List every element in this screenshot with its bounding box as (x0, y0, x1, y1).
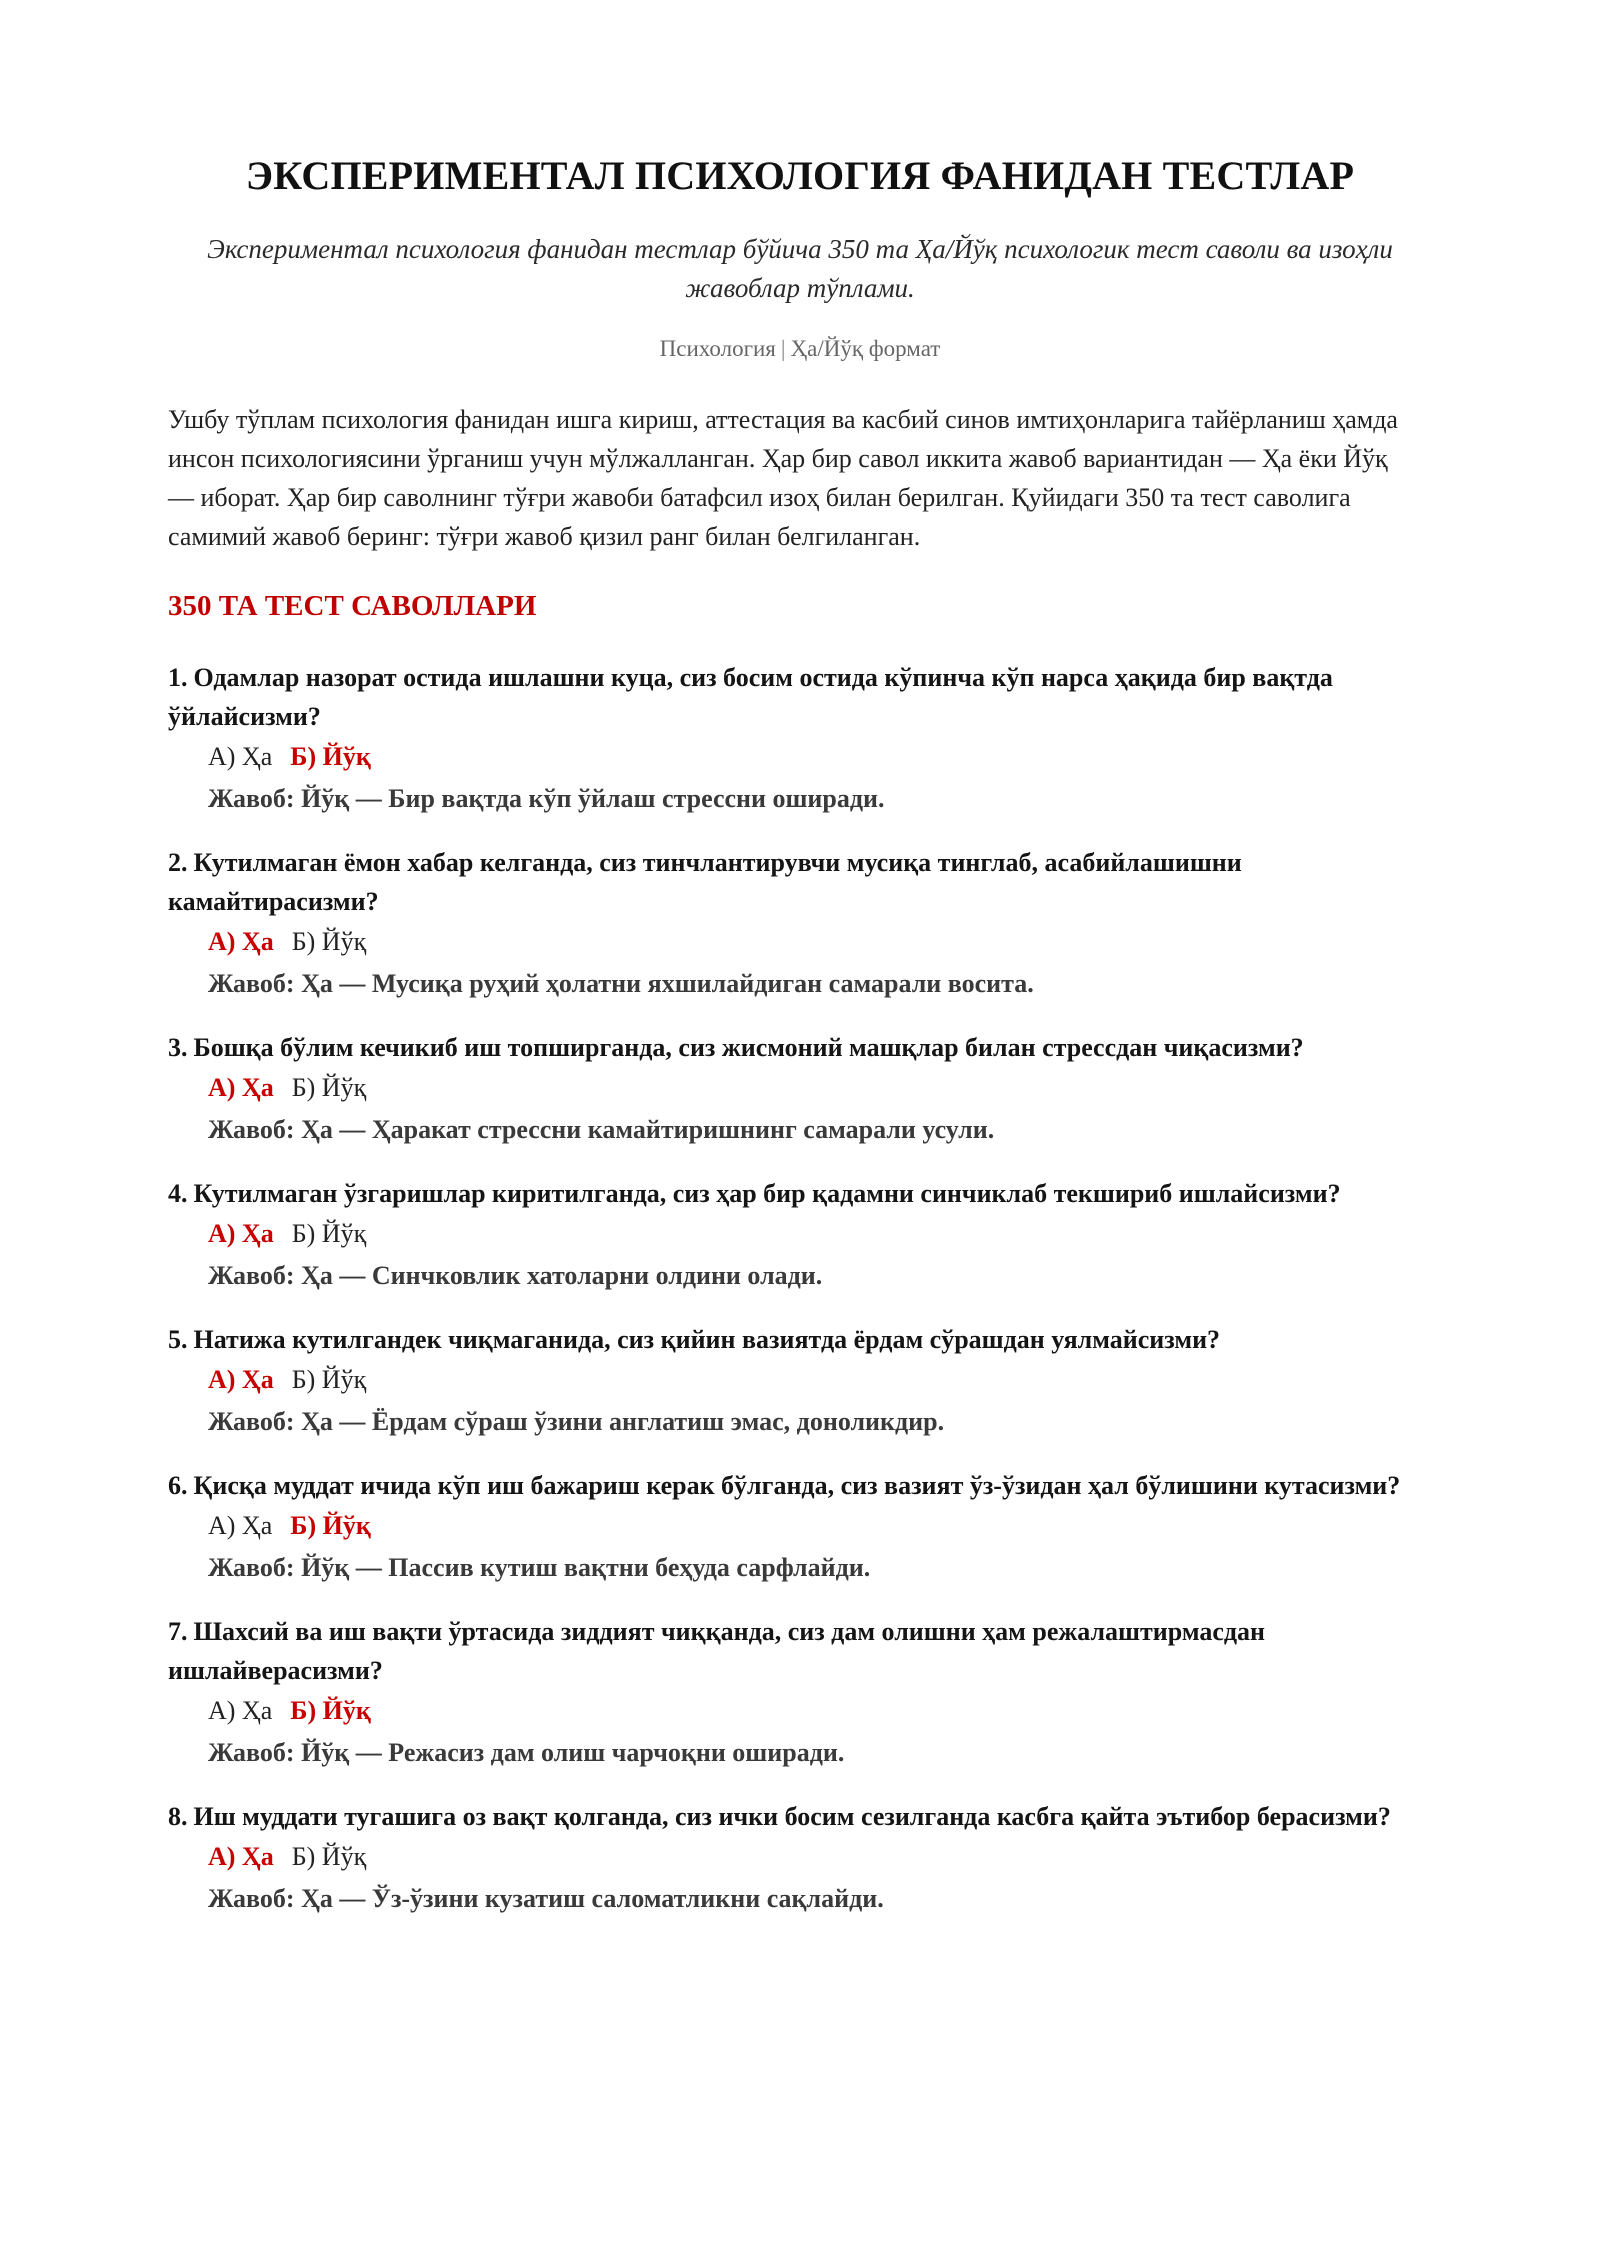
meta-format: Ҳа/Йўқ формат (790, 336, 941, 361)
option-a-correct: А) Ҳа (208, 1073, 274, 1102)
document-meta (168, 332, 1432, 366)
answer-options (168, 1359, 1432, 1401)
question-body: Натижа кутилгандек чиқмаганида, сиз қийин вазиятда ёрдам сўрашдан уялмайсизми? (193, 1325, 1221, 1354)
option-b-correct: Б) Йўқ (290, 742, 371, 771)
answer-explanation: Жавоб: Йўқ — Пассив кутиш вақтни беҳуда сарфлайди. (208, 1553, 871, 1582)
answer-options (168, 1690, 1432, 1732)
answer-options (168, 1505, 1432, 1547)
answer-explanation: Жавоб: Йўқ — Режасиз дам олиш чарчоқни оширади. (208, 1738, 845, 1767)
question-body: Кутилмаган ўзгаришлар киритилганда, сиз ҳар бир қадамни синчиклаб текшириб ишлайсизми? (193, 1179, 1341, 1208)
answer-options (168, 1836, 1432, 1878)
question-body: Қисқа муддат ичида кўп иш бажариш керак бўлганда, сиз вазият ўз-ўзидан ҳал бўлишини кутасизми? (193, 1471, 1401, 1500)
section-heading: 350 ТА ТЕСТ САВОЛЛАРИ (168, 590, 537, 622)
question-body: Одамлар назорат остида ишлашни куца, сиз босим остида кўпинча кўп нарса ҳақида бир вақтда ўйлайсизми? (168, 663, 1333, 731)
question-number: 1. (168, 663, 188, 692)
question-body: Кутилмаган ёмон хабар келганда, сиз тинчлантирувчи мусиқа тинглаб, асабийлашишни камайтирасизми? (168, 848, 1242, 916)
option-a-correct: А) Ҳа (208, 1365, 274, 1394)
question-text (168, 1466, 1432, 1505)
answer-explanation: Жавоб: Ҳа — Синчковлик хатоларни олдини олади. (208, 1261, 823, 1290)
question-item (168, 1174, 1432, 1297)
question-item (168, 1320, 1432, 1443)
meta-separator: | (780, 336, 786, 361)
question-body: Шахсий ва иш вақти ўртасида зиддият чиққанда, сиз дам олишни ҳам режалаштирмасдан ишлайверасизми? (168, 1617, 1266, 1685)
question-item (168, 1612, 1432, 1774)
question-item (168, 1466, 1432, 1589)
intro-paragraph: Ушбу тўплам психология фанидан ишга кириш, аттестация ва касбий синов имтиҳонларига тайёрланиш ҳамда инсон психологиясини ўрганиш учун мўлжалланган. Ҳар бир савол иккита жавоб вариантидан — Ҳа ёки Йўқ — иборат. Ҳар бир саволнинг тўғри жавоби батафсил изоҳ билан берилган. Қуйидаги 350 та тест саволига самимий жавоб беринг: тўғри жавоб қизил ранг билан белгиланган. (168, 405, 1398, 551)
question-text (168, 1612, 1432, 1690)
question-number: 5. (168, 1325, 188, 1354)
question-number: 3. (168, 1033, 188, 1062)
option-b: Б) Йўқ (291, 1073, 367, 1102)
option-b-correct: Б) Йўқ (290, 1696, 371, 1725)
question-text (168, 1174, 1432, 1213)
question-text (168, 1028, 1432, 1067)
question-text (168, 1797, 1432, 1836)
answer-options (168, 1067, 1432, 1109)
answer-explanation: Жавоб: Йўқ — Бир вақтда кўп ўйлаш стрессни оширади. (208, 784, 885, 813)
option-a-correct: А) Ҳа (208, 1219, 274, 1248)
question-number: 7. (168, 1617, 188, 1646)
option-b: Б) Йўқ (291, 927, 367, 956)
question-number: 4. (168, 1179, 188, 1208)
option-b: Б) Йўқ (291, 1219, 367, 1248)
answer-options (168, 921, 1432, 963)
question-body: Бошқа бўлим кечикиб иш топширганда, сиз жисмоний машқлар билан стрессдан чиқасизми? (193, 1033, 1304, 1062)
question-text (168, 1320, 1432, 1359)
answer-explanation: Жавоб: Ҳа — Ўз-ўзини кузатиш саломатликни сақлайди. (208, 1884, 884, 1913)
question-number: 6. (168, 1471, 188, 1500)
option-a: А) Ҳа (208, 1511, 273, 1540)
answer-explanation: Жавоб: Ҳа — Мусиқа руҳий ҳолатни яхшилайдиган самарали восита. (208, 969, 1034, 998)
question-item (168, 1028, 1432, 1151)
option-b: Б) Йўқ (291, 1842, 367, 1871)
answer-explanation: Жавоб: Ҳа — Ёрдам сўраш ўзини англатиш эмас, доноликдир. (208, 1407, 945, 1436)
answer-options (168, 736, 1432, 778)
question-item (168, 1797, 1432, 1920)
option-a-correct: А) Ҳа (208, 1842, 274, 1871)
question-body: Иш муддати тугашига оз вақт қолганда, сиз ички босим сезилганда касбга қайта эътибор берасизми? (193, 1802, 1391, 1831)
document-title: ЭКСПЕРИМЕНТАЛ ПСИХОЛОГИЯ ФАНИДАН ТЕСТЛАР (245, 153, 1355, 198)
option-a: А) Ҳа (208, 742, 273, 771)
question-item (168, 658, 1432, 820)
question-text (168, 658, 1432, 736)
question-item (168, 843, 1432, 1005)
option-a: А) Ҳа (208, 1696, 273, 1725)
answer-options (168, 1213, 1432, 1255)
option-b-correct: Б) Йўқ (290, 1511, 371, 1540)
question-number: 8. (168, 1802, 188, 1831)
option-a-correct: А) Ҳа (208, 927, 274, 956)
option-b: Б) Йўқ (291, 1365, 367, 1394)
question-text (168, 843, 1432, 921)
meta-category: Психология (659, 336, 776, 361)
document-subtitle: Экспериментал психология фанидан тестлар бўйича 350 та Ҳа/Йўқ психологик тест саволи ва изоҳли жавоблар тўплами. (207, 234, 1393, 303)
answer-explanation: Жавоб: Ҳа — Ҳаракат стрессни камайтиришнинг самарали усули. (208, 1115, 995, 1144)
question-list (168, 658, 1432, 1920)
question-number: 2. (168, 848, 188, 877)
